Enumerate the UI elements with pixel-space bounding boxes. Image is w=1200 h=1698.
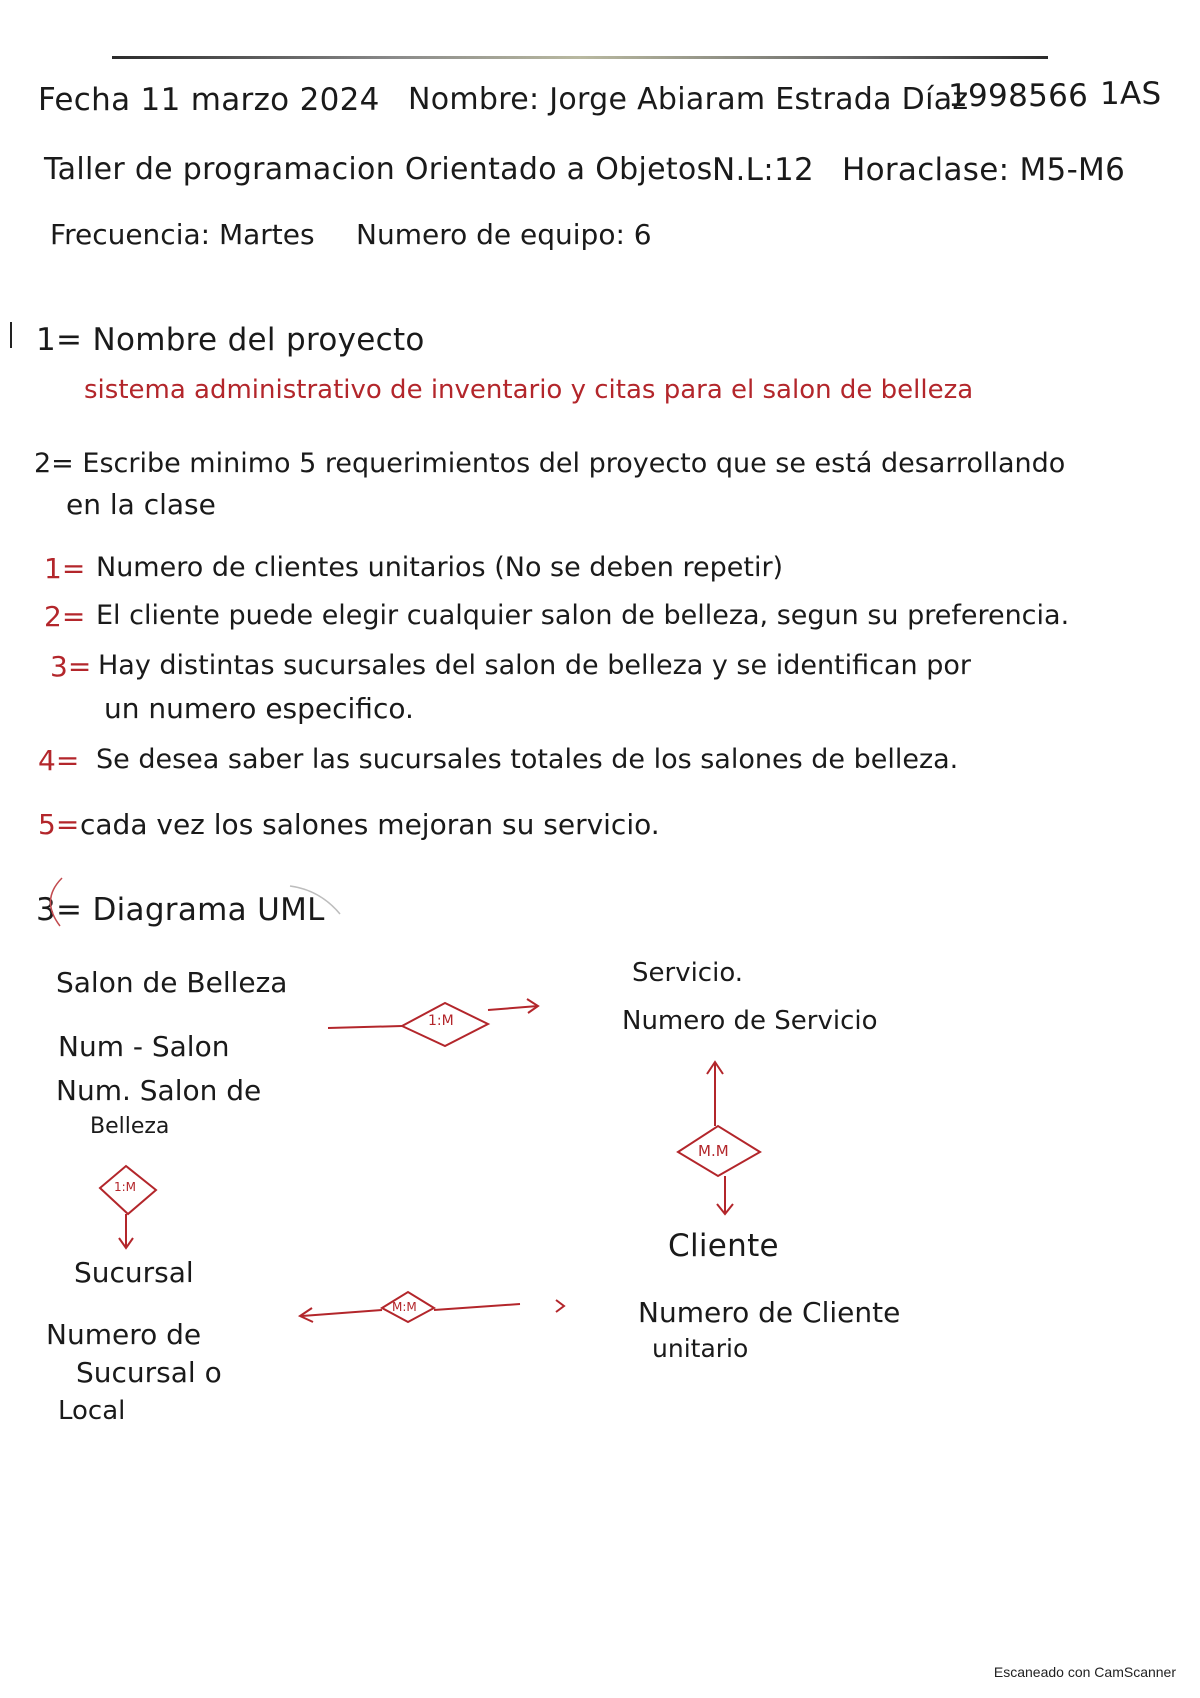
class-servicio-title: Servicio. <box>632 958 744 988</box>
rel-sucursal-cliente-line-right <box>434 1304 520 1310</box>
req-3-text-line2: un numero especifico. <box>104 692 414 725</box>
class-cliente-title: Cliente <box>668 1228 779 1264</box>
header-equipo: Numero de equipo: 6 <box>356 218 652 251</box>
req-2-text: El cliente puede elegir cualquier salon de belleza, segun su preferencia. <box>96 600 1070 631</box>
req-3-text-line1: Hay distintas sucursales del salon de belleza y se identifican por <box>98 650 971 681</box>
rel-label-servicio-cliente: M.M <box>698 1142 729 1160</box>
class-sucursal-title: Sucursal <box>74 1256 194 1289</box>
class-salon-attr2-line1: Num. Salon de <box>56 1074 262 1107</box>
req-5-text: cada vez los salones mejoran su servicio. <box>80 808 660 841</box>
rel-salon-servicio-line-right <box>488 1006 538 1010</box>
class-sucursal-attr1-line1: Numero de <box>46 1318 202 1351</box>
rel-sucursal-cliente-line-left <box>302 1310 382 1316</box>
section3-heading: 3= Diagrama UML <box>36 892 325 928</box>
class-salon-attr2-line2: Belleza <box>90 1114 170 1139</box>
header-matricula: 1998566 <box>948 78 1089 114</box>
req-1-text: Numero de clientes unitarios (No se deben repetir) <box>96 552 784 583</box>
class-cliente-attr1-line1: Numero de Cliente <box>638 1296 901 1329</box>
heading-arc <box>50 878 62 926</box>
header-grupo: 1AS <box>1100 76 1162 112</box>
section2-heading-line2: en la clase <box>66 488 216 521</box>
class-sucursal-attr1-line3: Local <box>58 1396 126 1426</box>
section1-answer: sistema administrativo de inventario y citas para el salon de belleza <box>84 375 974 405</box>
rel-sucursal-cliente-arrow-right <box>556 1300 564 1312</box>
class-cliente-attr1-line2: unitario <box>652 1334 749 1363</box>
req-4-num: 4= <box>38 744 80 777</box>
req-2-num: 2= <box>44 600 86 633</box>
req-4-text: Se desea saber las sucursales totales de los salones de belleza. <box>96 744 959 775</box>
class-sucursal-attr1-line2: Sucursal o <box>76 1356 222 1389</box>
rel-salon-servicio-line-left <box>328 1026 402 1028</box>
header-materia: Taller de programacion Orientado a Objetos <box>44 152 713 187</box>
camscanner-footer: Escaneado con CamScanner <box>993 1664 1176 1680</box>
class-servicio-attr1: Numero de Servicio <box>622 1006 878 1036</box>
req-5-num: 5= <box>38 808 80 841</box>
req-1-num: 1= <box>44 552 86 585</box>
section2-heading-line1: 2= Escribe minimo 5 requerimientos del proyecto que se está desarrollando <box>34 448 1066 479</box>
header-nombre: Nombre: Jorge Abiaram Estrada Díaz <box>408 82 969 117</box>
section1-heading: 1= Nombre del proyecto <box>36 322 425 358</box>
rel-label-salon-sucursal: 1:M <box>114 1180 137 1194</box>
header-fecha: Fecha 11 marzo 2024 <box>38 82 380 118</box>
rel-label-salon-servicio: 1:M <box>428 1013 454 1029</box>
header-nl: N.L:12 <box>712 152 815 188</box>
class-salon-title: Salon de Belleza <box>56 966 288 999</box>
class-salon-attr1: Num - Salon <box>58 1030 230 1063</box>
header-horaclase: Horaclase: M5-M6 <box>842 152 1126 188</box>
rel-label-sucursal-cliente: M:M <box>392 1300 417 1314</box>
heading-swoosh <box>290 886 340 914</box>
req-3-num: 3= <box>50 650 92 683</box>
header-frecuencia: Frecuencia: Martes <box>50 218 315 251</box>
